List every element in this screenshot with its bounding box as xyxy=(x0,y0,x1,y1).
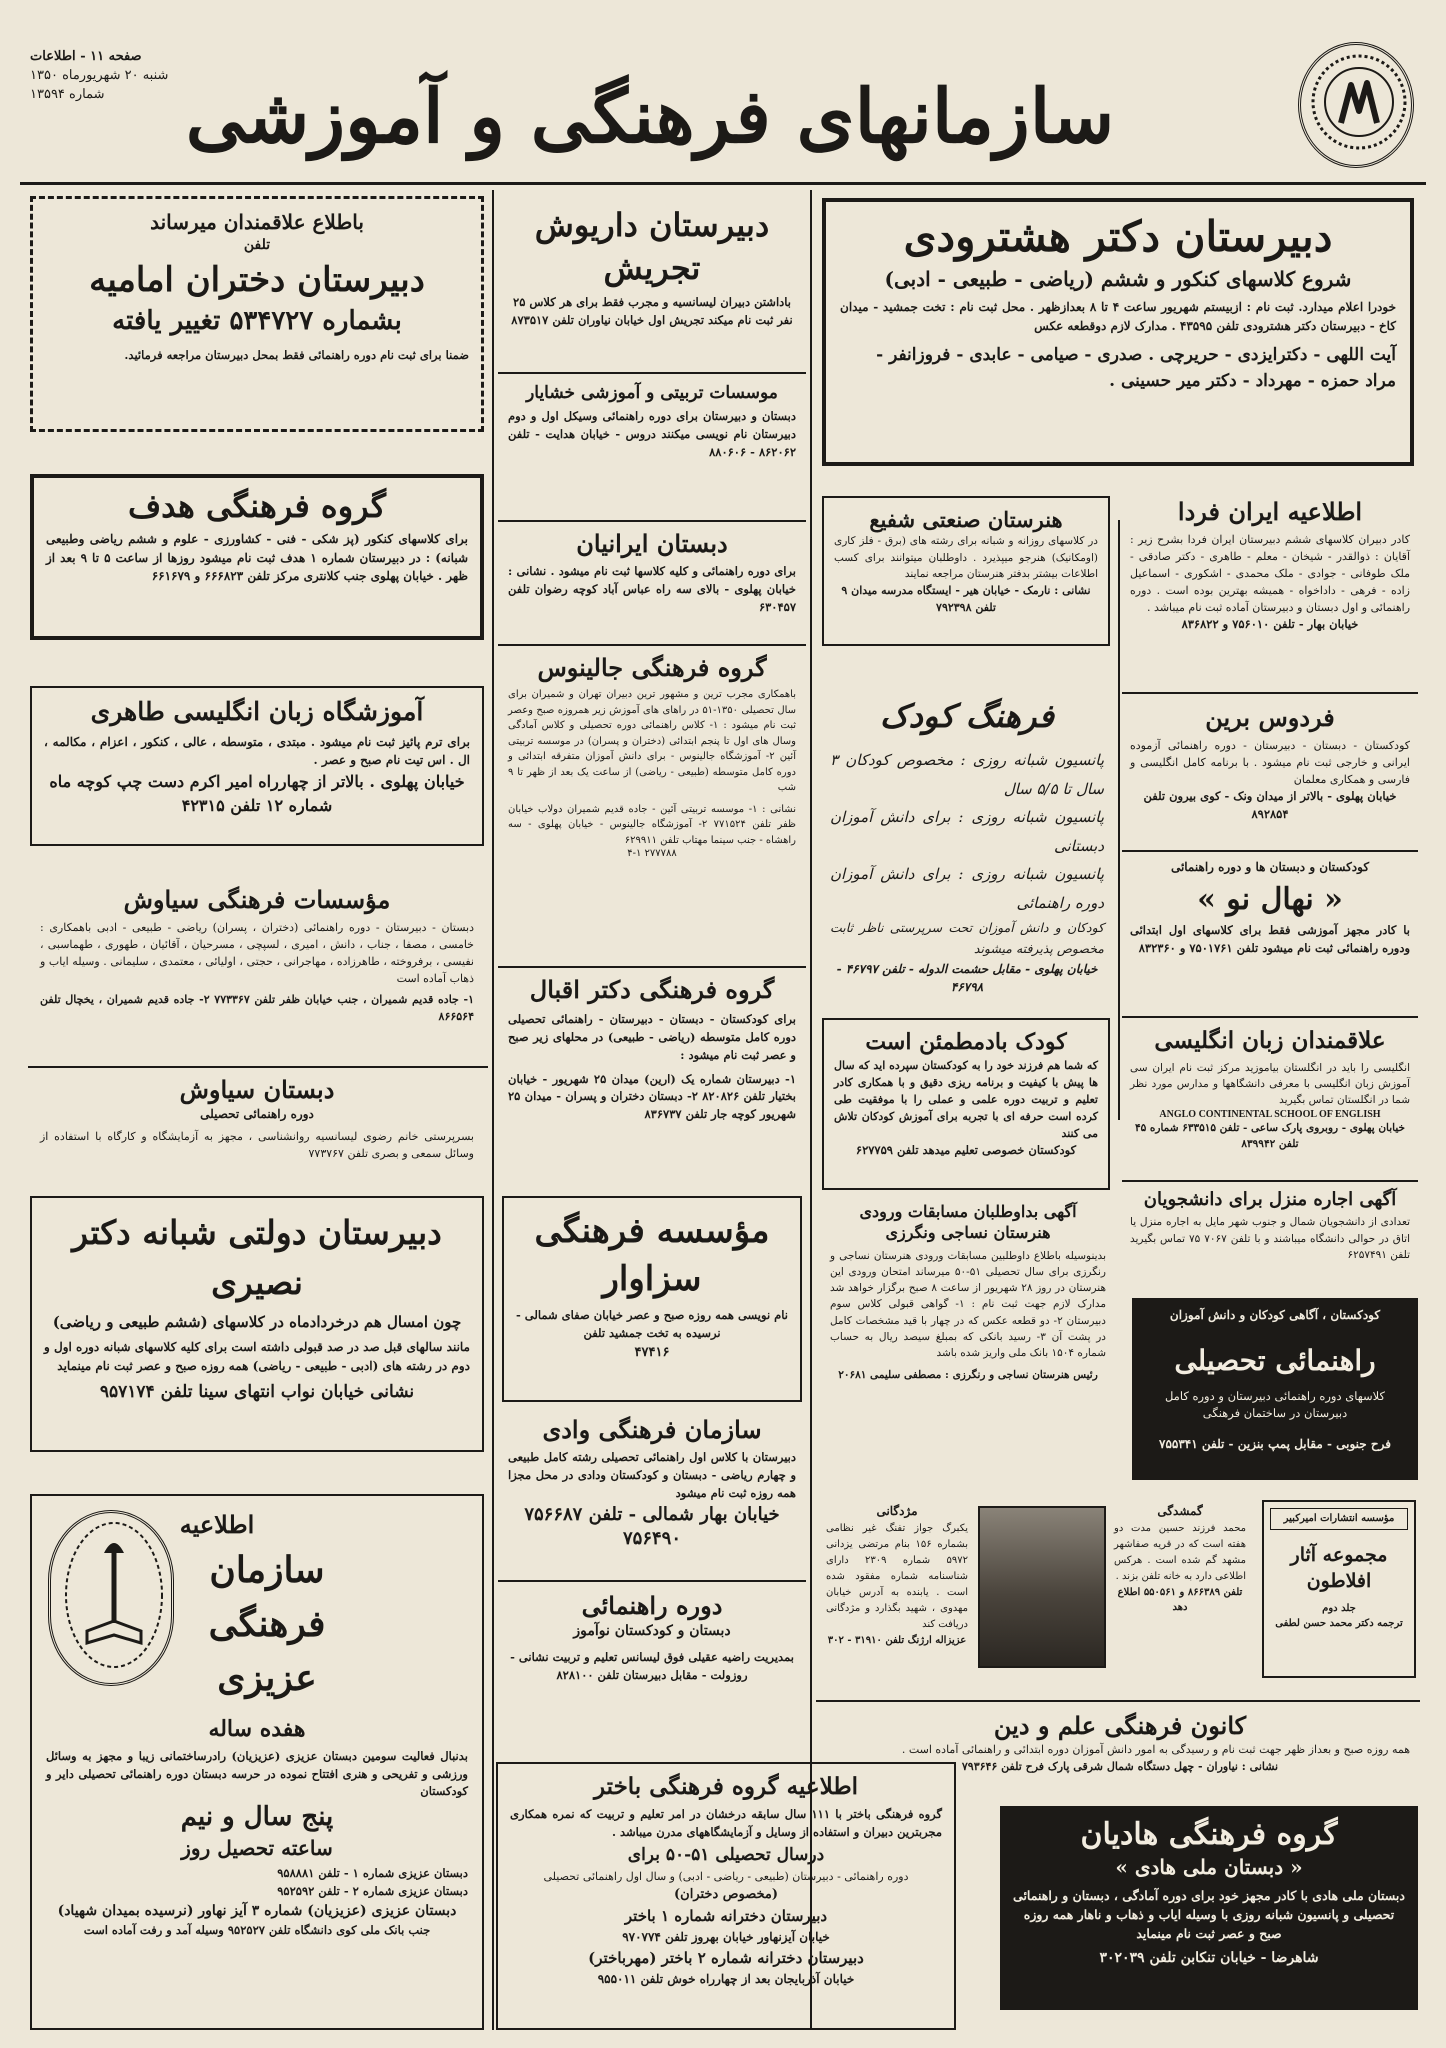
ad-signature: عزیزاله ارژنگ تلفن ۳۱۹۱۰ - ۳۰۲ xyxy=(827,1634,967,1646)
ad-koodak xyxy=(822,660,1112,995)
ad-iranfarda xyxy=(1124,492,1416,692)
ad-body: همه روزه صبح و بعداز ظهر جهت ثبت نام و رسیدگی به امور دانش آموزان دوره ابتدائی و راهنمائی آماده است . xyxy=(901,1743,1410,1757)
masthead-meta xyxy=(30,48,250,118)
ad-title: مجموعه آثار افلاطون xyxy=(1290,1543,1388,1593)
ad-title: آموزشگاه زبان انگلیسی طاهری xyxy=(90,697,424,726)
ad-eqbal xyxy=(500,970,804,1192)
masthead xyxy=(20,20,1426,185)
ad-lost xyxy=(1110,1500,1250,1678)
ad-address: کودکستان خصوصی تعلیم میدهد تلفن ۶۲۷۷۵۹ xyxy=(855,1142,1077,1157)
ad-body: کودکستان - دبستان - دبیرستان - دوره راهنمائی آزموده ایرانی و خارجی ثبت نام میشود . با برنامه کامل انگلیسی و فارسی و همکاری معلمان xyxy=(1130,739,1410,787)
ad-body: دبستان و دبیرستان برای دوره راهنمائی وسیکل اول و دوم دبیرستان نام نویسی میکنند دروس - خیابان هدایت - تلفن ۸۶۲۰۶۲ - ۸۸۰۶۰۶ xyxy=(508,409,796,459)
ad-address: خیابان پهلوی . بالاتر از چهارراه امیر اکرم دست چپ کوچه ماه شماره ۱۲ تلفن ۴۲۳۱۵ xyxy=(49,771,465,816)
ad-phone: تلفن ۸۶۶۳۸۹ و ۵۵۰۵۶۱ اطلاع دهد xyxy=(1117,1586,1243,1614)
ad-iranian xyxy=(500,524,804,644)
ad-english-name: ANGLO CONTINENTAL SCHOOL OF ENGLISH xyxy=(1159,1108,1381,1120)
divider xyxy=(498,520,806,522)
azizi-emblem xyxy=(48,1510,174,1686)
ad-title: هنرستان صنعتی شفیع xyxy=(869,507,1063,532)
ad-levels: دوره راهنمائی - دبیرستان (طبیعی - ریاضی - ادبی) و سال اول راهنمائی تحصیلی xyxy=(543,1869,909,1883)
ad-body: که شما هم فرزند خود را به کودکستان سپرده اید که سال ها پیش با کیفیت و برنامه ریزی دقیق و با همکاری کادر تعلیم و تربیت دوره علمی و عملی را با موفقیت طی کرده است حرفه ای با تجربه برای آموزش کودکان تلاش می کنند xyxy=(834,1058,1098,1140)
ad-hadaf xyxy=(30,474,484,640)
page-number: صفحه ۱۱ - اطلاعات xyxy=(30,49,142,64)
ad-address: ۱- دبیرستان شماره یک (ارین) میدان ۲۵ شهریور - خیابان بختیار تلفن ۸۲۰۸۲۶ ۲- دبستان دختران و پسران - میدان ۲۵ شهریور کوچه جار تلفن ۸۳۶۷۳۷ xyxy=(508,1071,796,1122)
ad-body: با کادر مجهز آموزشی فقط برای کلاسهای اول ابتدائی ودوره راهنمائی ثبت نام میشود تلفن ۷۵۰۱۷۶۱ و ۸۳۲۳۶۰ xyxy=(1130,923,1410,955)
ad-body: خودرا اعلام میدارد. ثبت نام : ازبیستم شهریور ساعت ۴ تا ۸ بعدازظهر . محل ثبت نام : تخت جمشید - میدان کاخ - دبیرستان دکتر هشترودی تلفن ۴۳۵۹۵ . مدارک لازم دوقطعه عکس xyxy=(840,300,1396,333)
ad-address: خیابان پهلوی - بالاتر از میدان ونک - کوی بیرون تلفن ۸۹۲۸۵۴ xyxy=(1143,789,1397,822)
ad-taheri xyxy=(30,686,484,846)
ad-title: آگهی بداوطلبان مسابقات ورودی هنرستان نساجی ونگرزی xyxy=(859,1202,1077,1242)
ad-subtitle: دبستان و کودکستان نوآموز xyxy=(573,1623,731,1640)
ad-title: علاقمندان زبان انگلیسی xyxy=(1154,1027,1386,1054)
column-divider xyxy=(492,190,494,2030)
ad-rahnamai xyxy=(1132,1298,1418,1480)
ad-shafi xyxy=(822,496,1110,646)
ad-dormitory xyxy=(1124,1184,1416,1294)
ad-title: اطلاعیه گروه فرهنگی باختر xyxy=(593,1773,859,1800)
ad-sazvar xyxy=(502,1196,802,1402)
column-divider xyxy=(810,190,812,2030)
ad-title: گروه فرهنگی هادیان xyxy=(1080,1817,1338,1852)
ad-hashtroudi xyxy=(822,198,1414,466)
koodak-line-1: پانسیون شبانه روزی : مخصوص کودکان ۳ سال تا ۵/۵ سال xyxy=(830,751,1104,798)
ad-body: بمدیریت راضیه عقیلی فوق لیسانس تعلیم و تربیت نشانی - روزولت - مقابل دبیرستان تلفن ۸۲۸۱۰۰ xyxy=(510,1649,794,1682)
ad-code: ۲۷۷۷۸۸ ۴-۱ xyxy=(627,848,677,860)
divider xyxy=(498,966,806,968)
ad-address: خیابان بهار - تلفن ۷۵۶۰۱۰ و ۸۳۶۸۲۲ xyxy=(1181,617,1359,632)
ad-title: دبیرستان داریوش تجریش xyxy=(534,206,770,288)
ad-address-1: خیابان آیزنهاور خیابان بهروز تلفن ۹۷۰۷۷۴ xyxy=(622,1930,830,1945)
ad-address: خیابان پهلوی - مقابل حشمت الدوله - تلفن ۴۶۷۹۷ - ۴۶۷۹۸ xyxy=(836,961,1098,995)
ad-subtitle: دوره راهنمائی تحصیلی xyxy=(200,1107,314,1122)
ad-mojdegani xyxy=(822,1500,972,1700)
ad-body: بسرپرستی خانم رضوی لیسانسیه روانشناسی ، مجهز به آزمایشگاه و کارگاه با استفاده از وسائل سمعی و بصری تلفن ۷۷۳۷۶۷ xyxy=(40,1129,474,1160)
ad-english xyxy=(1124,1022,1416,1182)
ad-school-1: دبیرستان دخترانه شماره ۱ باختر xyxy=(624,1907,828,1926)
ad-body: دبستان - دبیرستان - دوره راهنمائی (دختران ، پسران) ریاضی - طبیعی - ادبی باهمکاری : خامسی ، مصفا ، جناب ، دانش ، امیری ، لسپچی ، مسرحیان ، آقائیان ، طهوری ، طهماسبی ، نفیسی ، برفروخته ، طاهرزاده ، مهاجرانی ، حجتی ، اولیائی ، معتمدی ، سلیمانی . وسیله ایاب و ذهاب آماده است xyxy=(40,921,474,986)
ad-title: گروه فرهنگی دکتر اقبال xyxy=(529,975,775,1004)
ad-banner: کودکستان ، آگاهی کودکان و دانش آموزان xyxy=(1169,1308,1381,1322)
ad-siavash xyxy=(30,880,484,1066)
ad-school-2: دبیرستان دخترانه شماره ۲ باختر (مهرباختر) xyxy=(588,1948,864,1967)
ad-body: کادر دبیران کلاسهای ششم دبیرستان ایران فردا بشرح زیر : آقایان : ذوالقدر - شیخان - معلم - طاهری - دکتر صادقی - ملک طوفانی - جوادی - ملک محمدی - اشکوری - اسماعیل زاده - فرهی - داداخواه - همیشه بهترین بوده است . دوره راهنمائی و اول دبستان و دبیرستان آماده ثبت نام میباشد . xyxy=(1130,533,1410,615)
ad-body: برای ترم پائیز ثبت نام میشود . مبتدی ، متوسطه ، عالی ، کنکور ، اعزام ، مکالمه ، ال . اس تیت نام صبح و عصر . xyxy=(44,734,470,768)
ad-body: برای دوره راهنمائی و کلیه کلاسها ثبت نام میشود . نشانی : خیابان پهلوی - بالای سه راه عباس آباد کوچه رضوان تلفن ۶۳۰۴۵۷ xyxy=(508,564,796,614)
ad-title: دبیرستان دختران امامیه xyxy=(89,259,425,300)
ad-title: مژدگانی xyxy=(876,1504,918,1518)
column-divider xyxy=(1118,520,1120,1120)
koodak-line-2: پانسیون شبانه روزی : برای دانش آموزان دبستانی xyxy=(830,808,1104,855)
koodak-line-4: کودکان و دانش آموزان تحت سرپرستی ناظر ثابت مخصوص پذیرفته میشوند xyxy=(830,920,1104,957)
ad-body: تعدادی از دانشجویان شمال و جنوب شهر مایل به اجاره منزل یا اتاق در حوالی دانشگاه میباشند و با تلفن ۷۰۶۷ ۷۵ تماس بگیرید تلفن ۶۲۵۷۴۹۱ xyxy=(1130,1216,1410,1261)
ad-motmaen xyxy=(822,1018,1110,1190)
ad-address-2: دبستان عزیزی شماره ۲ - تلفن ۹۵۲۵۹۲ xyxy=(277,1883,468,1898)
ad-phone: ۴۷۴۱۶ xyxy=(634,1344,670,1360)
ad-title: گروه فرهنگی جالینوس xyxy=(537,653,767,682)
emblem-logo xyxy=(1298,42,1414,168)
ad-address: خیابان پهلوی - روبروی پارک ساعی - تلفن ۶۳۳۵۱۵ شماره ۴۵ تلفن ۸۳۹۹۴۲ xyxy=(1134,1121,1406,1150)
ad-hadian xyxy=(1000,1806,1418,2010)
ad-address-4: جنب بانک ملی کوی دانشگاه تلفن ۹۵۲۵۲۷ وسیله آمد و رفت آماده است xyxy=(83,1923,431,1938)
ad-translator: ترجمه دکتر محمد حسن لطفی xyxy=(1275,1618,1403,1630)
emblem-icon xyxy=(1307,45,1411,159)
koodak-line-3: پانسیون شبانه روزی : برای دانش آموزان دوره راهنمائی xyxy=(830,865,1104,912)
ad-address-2: خیابان آذربایجان بعد از چهارراه خوش تلفن ۹۵۵۰۱۱ xyxy=(597,1972,855,1987)
ad-jalinous xyxy=(500,648,804,966)
ad-azizi xyxy=(30,1494,484,2030)
ad-body: در کلاسهای روزانه و شبانه برای رشته های (برق - فلز کاری (اومکانیک) هنرجو میپذیرد . داوطلبان میتوانند برای کسب اطلاعات بیشتر بدفتر هنرستان مراجعه نمایند xyxy=(834,535,1098,580)
ad-special: (مخصوص دختران) xyxy=(674,1886,778,1902)
ad-address-1: دبستان عزیزی شماره ۱ - تلفن ۹۵۸۸۸۱ xyxy=(277,1866,468,1881)
missing-child-photo xyxy=(978,1506,1106,1668)
ad-header: کودکستان و دبستان ها و دوره راهنمائی xyxy=(1170,860,1370,874)
ad-title: مؤسسات فرهنگی سیاوش xyxy=(123,885,391,914)
ad-title: دبیرستان دولتی شبانه دکتر نصیری xyxy=(72,1213,442,1302)
ad-body: بدنبال فعالیت سومین دبستان عزیزی (عزیزیان) رادرساختمانی زیبا و مجهز به وسائل ورزشی و تفریحی و هنری افتتاح نموده در حرسه دبستان دوره راهنمائی تحصیلی دایر و کودکستان xyxy=(46,1748,468,1799)
ad-address: نشانی خیابان نواب انتهای سینا تلفن ۹۵۷۱۷۴ xyxy=(99,1382,415,1403)
ad-body: بدینوسیله باطلاع داوطلبین مسابقات ورودی هنرستان نساجی و رنگرزی برای سال تحصیلی ۵۱-۵۰ میرساند امتحان ورودی این هنرستان در روز ۲۸ شهریور از ساعت ۸ صبح برگزار خواهد شد مدارک لازم جهت ثبت نام : ۱- گواهی قبولی کلاس سوم دبیرستان ۲- دو قطعه عکس که در چهار با قید مشخصات کامل در پشت آن ۳- رسید بانکی که بمبلغ سیصد ریال به حساب شماره ۱۵۰۴ بانک ملی واریز شده باشد xyxy=(830,1249,1106,1360)
divider xyxy=(1122,1180,1418,1182)
ad-volume: جلد دوم xyxy=(1322,1602,1356,1614)
ad-year: هفده ساله xyxy=(208,1716,306,1743)
issue-number: شماره ۱۳۵۹۴ xyxy=(30,86,105,102)
ad-title: گروه فرهنگی هدف xyxy=(127,487,387,525)
ad-title: اطلاعیه ایران فردا xyxy=(1177,497,1363,526)
ad-title: موسسات تربیتی و آموزشی خشایار xyxy=(526,383,778,403)
ad-title: سازمان فرهنگی عزیزی xyxy=(208,1549,326,1700)
ad-subtitle: « دبستان ملی هادی » xyxy=(1115,1854,1303,1879)
ad-body: باداشتن دبیران لیسانسیه و مجرب فقط برای هر کلاس ۲۵ نفر ثبت نام میکند تجریش اول خیابان نیاوران تلفن ۸۷۳۵۱۷ xyxy=(511,295,793,328)
ad-body: دبیرستان با کلاس اول راهنمائی تحصیلی رشته کامل طبیعی و چهارم ریاضی - دبستان و کودکستان ودادی در محل مجزا همه روزه ثبت نام میشود xyxy=(508,1450,796,1500)
divider xyxy=(498,1580,806,1582)
ad-title: مؤسسه فرهنگی سزاوار xyxy=(534,1211,770,1299)
ad-body: نام نویسی همه روزه صبح و عصر خیابان صفای شمالی - نرسیده به تخت جمشید تلفن xyxy=(516,1308,788,1340)
ad-body: باهمکاری مجرب ترین و مشهور ترین دبیران تهران و شمیران برای سال تحصیلی ۱۳۵۰-۵۱ در راهای های آموزش زیر همروزه صبح وعصر ثبت نام میشود : ۱- کلاس راهنمائی دوره تحصیلی و کلاس آمادگی وسال های اول تا پنجم ابتدائی (دختران و پسران) در موسسه تربیتی آئین ۲- آموزشگاه جالینوس - برای دانش آموزان متفرقه ابتدائی و دوره کامل متوسطه (طبیعی - ریاضی) از ساعت یک بعد از ظهر تا ۹ شب xyxy=(508,689,797,794)
ad-body: محمد فرزند حسین مدت دو هفته است که در قریه صفاشهر مشهد گم شده است . هرکس اطلاعی دارد به خانه تلفن بزند . xyxy=(1114,1522,1246,1582)
ad-title: گمشدگی xyxy=(1157,1504,1203,1518)
ad-address: نشانی : نیاوران - چهل دستگاه شمال شرقی پارک فرح تلفن ۷۹۳۶۴۶ xyxy=(961,1760,1279,1774)
ad-phone: بشماره ۵۳۴۷۲۷ تغییر یافته xyxy=(112,306,402,337)
ad-title: « نهال نو » xyxy=(1197,881,1343,917)
ad-title: دبستان ایرانیان xyxy=(576,529,728,558)
ad-title: راهنمائی تحصیلی xyxy=(1174,1343,1376,1377)
ad-body: گروه فرهنگی باختر با ۱۱۱ سال سابقه درخشان در امر تعلیم و تربیت که نمره همکاری مجربترین دبیران و استفاده از وسایل و آزمایشگاههای مدرن میباشد . xyxy=(510,1806,942,1839)
divider xyxy=(498,372,806,374)
divider xyxy=(28,1066,488,1068)
ad-address: شاهرضا - خیابان تنکابن تلفن ۳۰۲۰۳۹ xyxy=(1099,1949,1319,1966)
divider xyxy=(1122,692,1418,694)
ad-note: ضمنا برای ثبت نام دوره راهنمائی فقط بمحل دبیرستان مراجعه فرمائید. xyxy=(124,347,469,362)
ad-title: آگهی اجاره منزل برای دانشجویان xyxy=(1143,1189,1397,1210)
ad-ferdows xyxy=(1124,698,1416,848)
ad-header: اطلاعیه xyxy=(179,1510,255,1539)
ad-body: برای کودکستان - دبستان - دبیرستان - راهنمائی تحصیلی دوره کامل متوسطه (ریاضی - طبیعی) در محلهای زیر صبح و عصر ثبت نام میشود : xyxy=(508,1012,796,1062)
ad-body: کلاسهای دوره راهنمائی دبیرستان و دوره کامل دبیرستان در ساختمان فرهنگی xyxy=(1164,1388,1386,1421)
ad-body: یکبرگ جواز تفنگ غیر نظامی بشماره ۱۵۶ بنام مرتضی یزدانی ۵۹۷۲ شماره ۲۳۰۹ دارای شناسنامه شماره مفقود شده است . یابنده به آدرس خیابان مهدوی ، شهید بگذارد و مژدگانی دریافت کند xyxy=(826,1522,969,1630)
ad-subtitle: چون امسال هم درخردادماه در کلاسهای (ششم طبیعی و ریاضی) xyxy=(52,1313,462,1331)
masthead-rule xyxy=(20,182,1426,185)
ad-address: خیابان بهار شمالی - تلفن ۷۵۶۶۸۷ xyxy=(524,1503,780,1525)
ad-body: انگلیسی را باید در انگلستان بیاموزید مرکز ثبت نام ایران سی آموزش زبان انگلیسی با معرفی دانشگاهها و مدارس مورد نظر شما در انگلستان تماس بگیرید xyxy=(1130,1061,1410,1107)
ad-nasaji xyxy=(822,1198,1114,1518)
ad-extra: ساعته تحصیل روز xyxy=(181,1836,333,1861)
divider xyxy=(498,644,806,646)
ad-subtitle: شروع کلاسهای کنکور و ششم (ریاضی - طبیعی - ادبی) xyxy=(884,267,1352,292)
ad-address-3: دبستان عزیزی (عزیزیان) شماره ۳ آیز نهاور (نرسیده بمیدان شهیاد) xyxy=(57,1902,457,1919)
ad-address: ۱- جاده قدیم شمیران ، جنب خیابان ظفر تلفن ۷۷۳۳۶۷ ۲- جاده قدیم شمیران ، یخچال تلفن ۸۶۶۵۶۴ xyxy=(40,993,474,1024)
masthead-title: سازمانهای فرهنگی و آموزشی xyxy=(185,74,1115,160)
ad-nasiri xyxy=(30,1196,484,1452)
ad-address: نشانی : نارمک - خیابان هیر - ایستگاه مدرسه میدان ۹ تلفن ۷۹۲۳۹۸ xyxy=(841,584,1091,615)
issue-date: شنبه ۲۰ شهریورماه ۱۳۵۰ xyxy=(30,67,169,83)
ad-bakhtar xyxy=(496,1762,956,2030)
ad-teachers: آیت اللهی - دکترایزدی - حریرچی . صدری - صیامی - عابدی - فروزانفر - مراد حمزه - مهرداد - دکتر میر حسینی . xyxy=(876,344,1396,391)
ad-vadi xyxy=(500,1410,804,1580)
ad-publisher: مؤسسه انتشارات امیرکبیر xyxy=(1270,1508,1408,1530)
ad-phone-2: ۷۵۶۴۹۰ xyxy=(622,1527,681,1549)
divider xyxy=(1122,850,1418,852)
ad-title: فردوس برین xyxy=(1205,703,1335,732)
torch-book-icon xyxy=(57,1513,171,1677)
ad-body: مانند سالهای قبل صد در صد قبولی داشته است برای کلیه کلاسهای شبانه دوره اول و دوم در رشته های (ادبی - طبیعی - ریاضی) همه روزه صبح و عصر ثبت نام مینماید xyxy=(44,1340,470,1373)
ad-title: فرهنگ کودک xyxy=(880,697,1054,735)
ad-title: دبستان سیاوش xyxy=(179,1075,335,1104)
ad-dariush xyxy=(500,198,804,368)
ad-title: سازمان فرهنگی وادی xyxy=(542,1415,762,1444)
ad-signature: رئیس هنرستان نساجی و رنگرزی : مصطفی سلیمی ۲۰۶۸۱ xyxy=(838,1369,1098,1382)
ad-title: کودک بادمطمئن است xyxy=(865,1029,1067,1055)
ad-line-2: تلفن xyxy=(243,237,271,253)
ad-line-1: باطلاع علاقمندان میرساند xyxy=(150,210,364,234)
ad-amaniyeh xyxy=(30,196,484,432)
ad-year: درسال تحصیلی ۵۱-۵۰ برای xyxy=(627,1844,825,1865)
ad-nahal xyxy=(1124,854,1416,1024)
ad-title: دبیرستان دکتر هشترودی xyxy=(903,212,1333,261)
ad-address: نشانی : ۱- موسسه تربیتی آئین - جاده قدیم شمیران دولاب خیابان ظفر تلفن ۷۷۱۵۲۴ ۲- آموزشگاه جالینوس - خیابان پهلوی - سه راهشاه - جنب سینما مهتاب تلفن ۶۲۹۹۱۱ xyxy=(508,803,796,846)
divider xyxy=(816,1700,1420,1702)
ad-age: پنج سال و نیم xyxy=(180,1802,334,1833)
ad-title: دوره راهنمائی xyxy=(581,1591,723,1620)
ad-khashayar xyxy=(500,378,804,518)
ad-siavash-school xyxy=(30,1070,484,1190)
ad-title: کانون فرهنگی علم و دین xyxy=(993,1711,1247,1740)
ad-body: دبستان ملی هادی با کادر مجهز خود برای دوره آمادگی ، دبستان و راهنمائی تحصیلی و پانسیون شبانه روزی با وسیله ایاب و ذهاب و ناهار همه روزه صبح و عصر ثبت نام مینماید xyxy=(1013,1887,1405,1942)
ad-aflatoun xyxy=(1262,1500,1416,1678)
ad-address: فرح جنوبی - مقابل پمپ بنزین - تلفن ۷۵۵۳۴۱ xyxy=(1159,1437,1391,1452)
divider xyxy=(1122,1016,1418,1018)
ad-body: برای کلاسهای کنکور (پز شکی - فنی - کشاورزی - علوم و ششم ریاضی وطبیعی شبانه) : در دبیرستان شماره ۱ هدف ثبت نام میشود روزها از ساعت ۵ تا ۹ بعد از ظهر . خیابان پهلوی جنب کلانتری مرکز تلفن ۶۶۶۸۲۳ و ۶۶۱۶۷۹ xyxy=(46,532,468,584)
ad-nowamouz xyxy=(500,1586,804,1746)
